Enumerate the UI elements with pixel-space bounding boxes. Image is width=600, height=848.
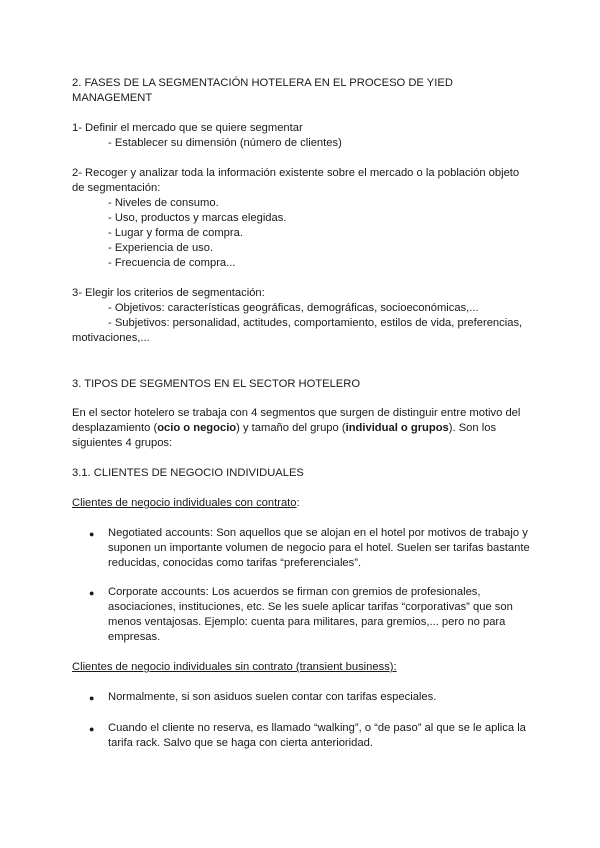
bullet-4-line: tarifa rack. Salvo que se haga con cierta anterioridad. xyxy=(108,737,373,749)
intro-bold-ocio-negocio: ocio o negocio xyxy=(157,422,237,434)
bullet-icon: ● xyxy=(89,529,95,539)
section-2-title: 2. FASES DE LA SEGMENTACIÓN HOTELERA EN EL PROCESO DE YIED xyxy=(72,77,453,89)
step-3-subjetivos-cont: motivaciones,... xyxy=(72,332,150,344)
bullet-1-line: reducidas, conocidas como tarifas “preferenciales”. xyxy=(108,557,362,569)
step-3-objetivos: - Objetivos: características geográficas, demográficas, socioeconómicas,... xyxy=(108,302,479,314)
bullet-1-line: suponen un importante volumen de negocio para el hotel. Suelen ser tarifas bastante xyxy=(108,542,530,554)
step-2-label: 2- Recoger y analizar toda la información existente sobre el mercado o la población objeto xyxy=(72,167,520,179)
contract-heading-text: Clientes de negocio individuales con contrato xyxy=(72,497,297,509)
intro-bold-individual-grupos: individual o grupos xyxy=(345,422,449,434)
section-3-title: 3. TIPOS DE SEGMENTOS EN EL SECTOR HOTELERO xyxy=(72,378,361,390)
section-3-intro-line-3: siguientes 4 grupos: xyxy=(72,437,173,449)
step-2-label-cont: de segmentación: xyxy=(72,182,161,194)
bullet-icon: ● xyxy=(89,693,95,703)
contract-heading xyxy=(72,496,300,511)
step-3-label: 3- Elegir los criterios de segmentación: xyxy=(72,287,265,299)
step-2-item: - Niveles de consumo. xyxy=(108,197,219,209)
bullet-2-line: asociaciones, instituciones, etc. Se les suele aplicar tarifas “corporativas” que son xyxy=(108,601,513,613)
step-2-item: - Frecuencia de compra... xyxy=(108,257,236,269)
intro-text: ) y tamaño del grupo ( xyxy=(236,422,346,434)
step-2-item: - Lugar y forma de compra. xyxy=(108,227,243,239)
intro-text: ). Son los xyxy=(448,422,497,434)
nocontract-heading: Clientes de negocio individuales sin contrato (transient business): xyxy=(72,661,397,673)
step-1-sub: - Establecer su dimensión (número de clientes) xyxy=(108,137,342,149)
step-3-subjetivos: - Subjetivos: personalidad, actitudes, comportamiento, estilos de vida, preferencias, xyxy=(108,317,523,329)
contract-heading-colon: : xyxy=(296,497,300,509)
intro-text: desplazamiento ( xyxy=(72,422,158,434)
bullet-2-line: empresas. xyxy=(108,631,161,643)
bullet-2-line: menos ventajosas. Ejemplo: cuenta para militares, para gremios,... pero no para xyxy=(108,616,506,628)
section-31-title: 3.1. CLIENTES DE NEGOCIO INDIVIDUALES xyxy=(72,467,304,479)
step-2-item: - Experiencia de uso. xyxy=(108,242,214,254)
step-1-label: 1- Definir el mercado que se quiere segmentar xyxy=(72,122,303,134)
bullet-icon: ● xyxy=(89,724,95,734)
bullet-3-line: Normalmente, si son asiduos suelen contar con tarifas especiales. xyxy=(108,691,437,703)
section-3-intro: En el sector hotelero se trabaja con 4 segmentos que surgen de distinguir entre motivo del xyxy=(72,407,521,419)
bullet-4-line: Cuando el cliente no reserva, es llamado “walking”, o “de paso” al que se le aplica la xyxy=(108,722,526,734)
bullet-2-line: Corporate accounts: Los acuerdos se firman con gremios de profesionales, xyxy=(108,586,481,598)
section-2-title-cont: MANAGEMENT xyxy=(72,92,153,104)
bullet-icon: ● xyxy=(89,588,95,598)
step-2-item: - Uso, productos y marcas elegidas. xyxy=(108,212,287,224)
bullet-1-line: Negotiated accounts: Son aquellos que se alojan en el hotel por motivos de trabajo y xyxy=(108,527,528,539)
section-3-intro-line-2 xyxy=(72,421,496,436)
